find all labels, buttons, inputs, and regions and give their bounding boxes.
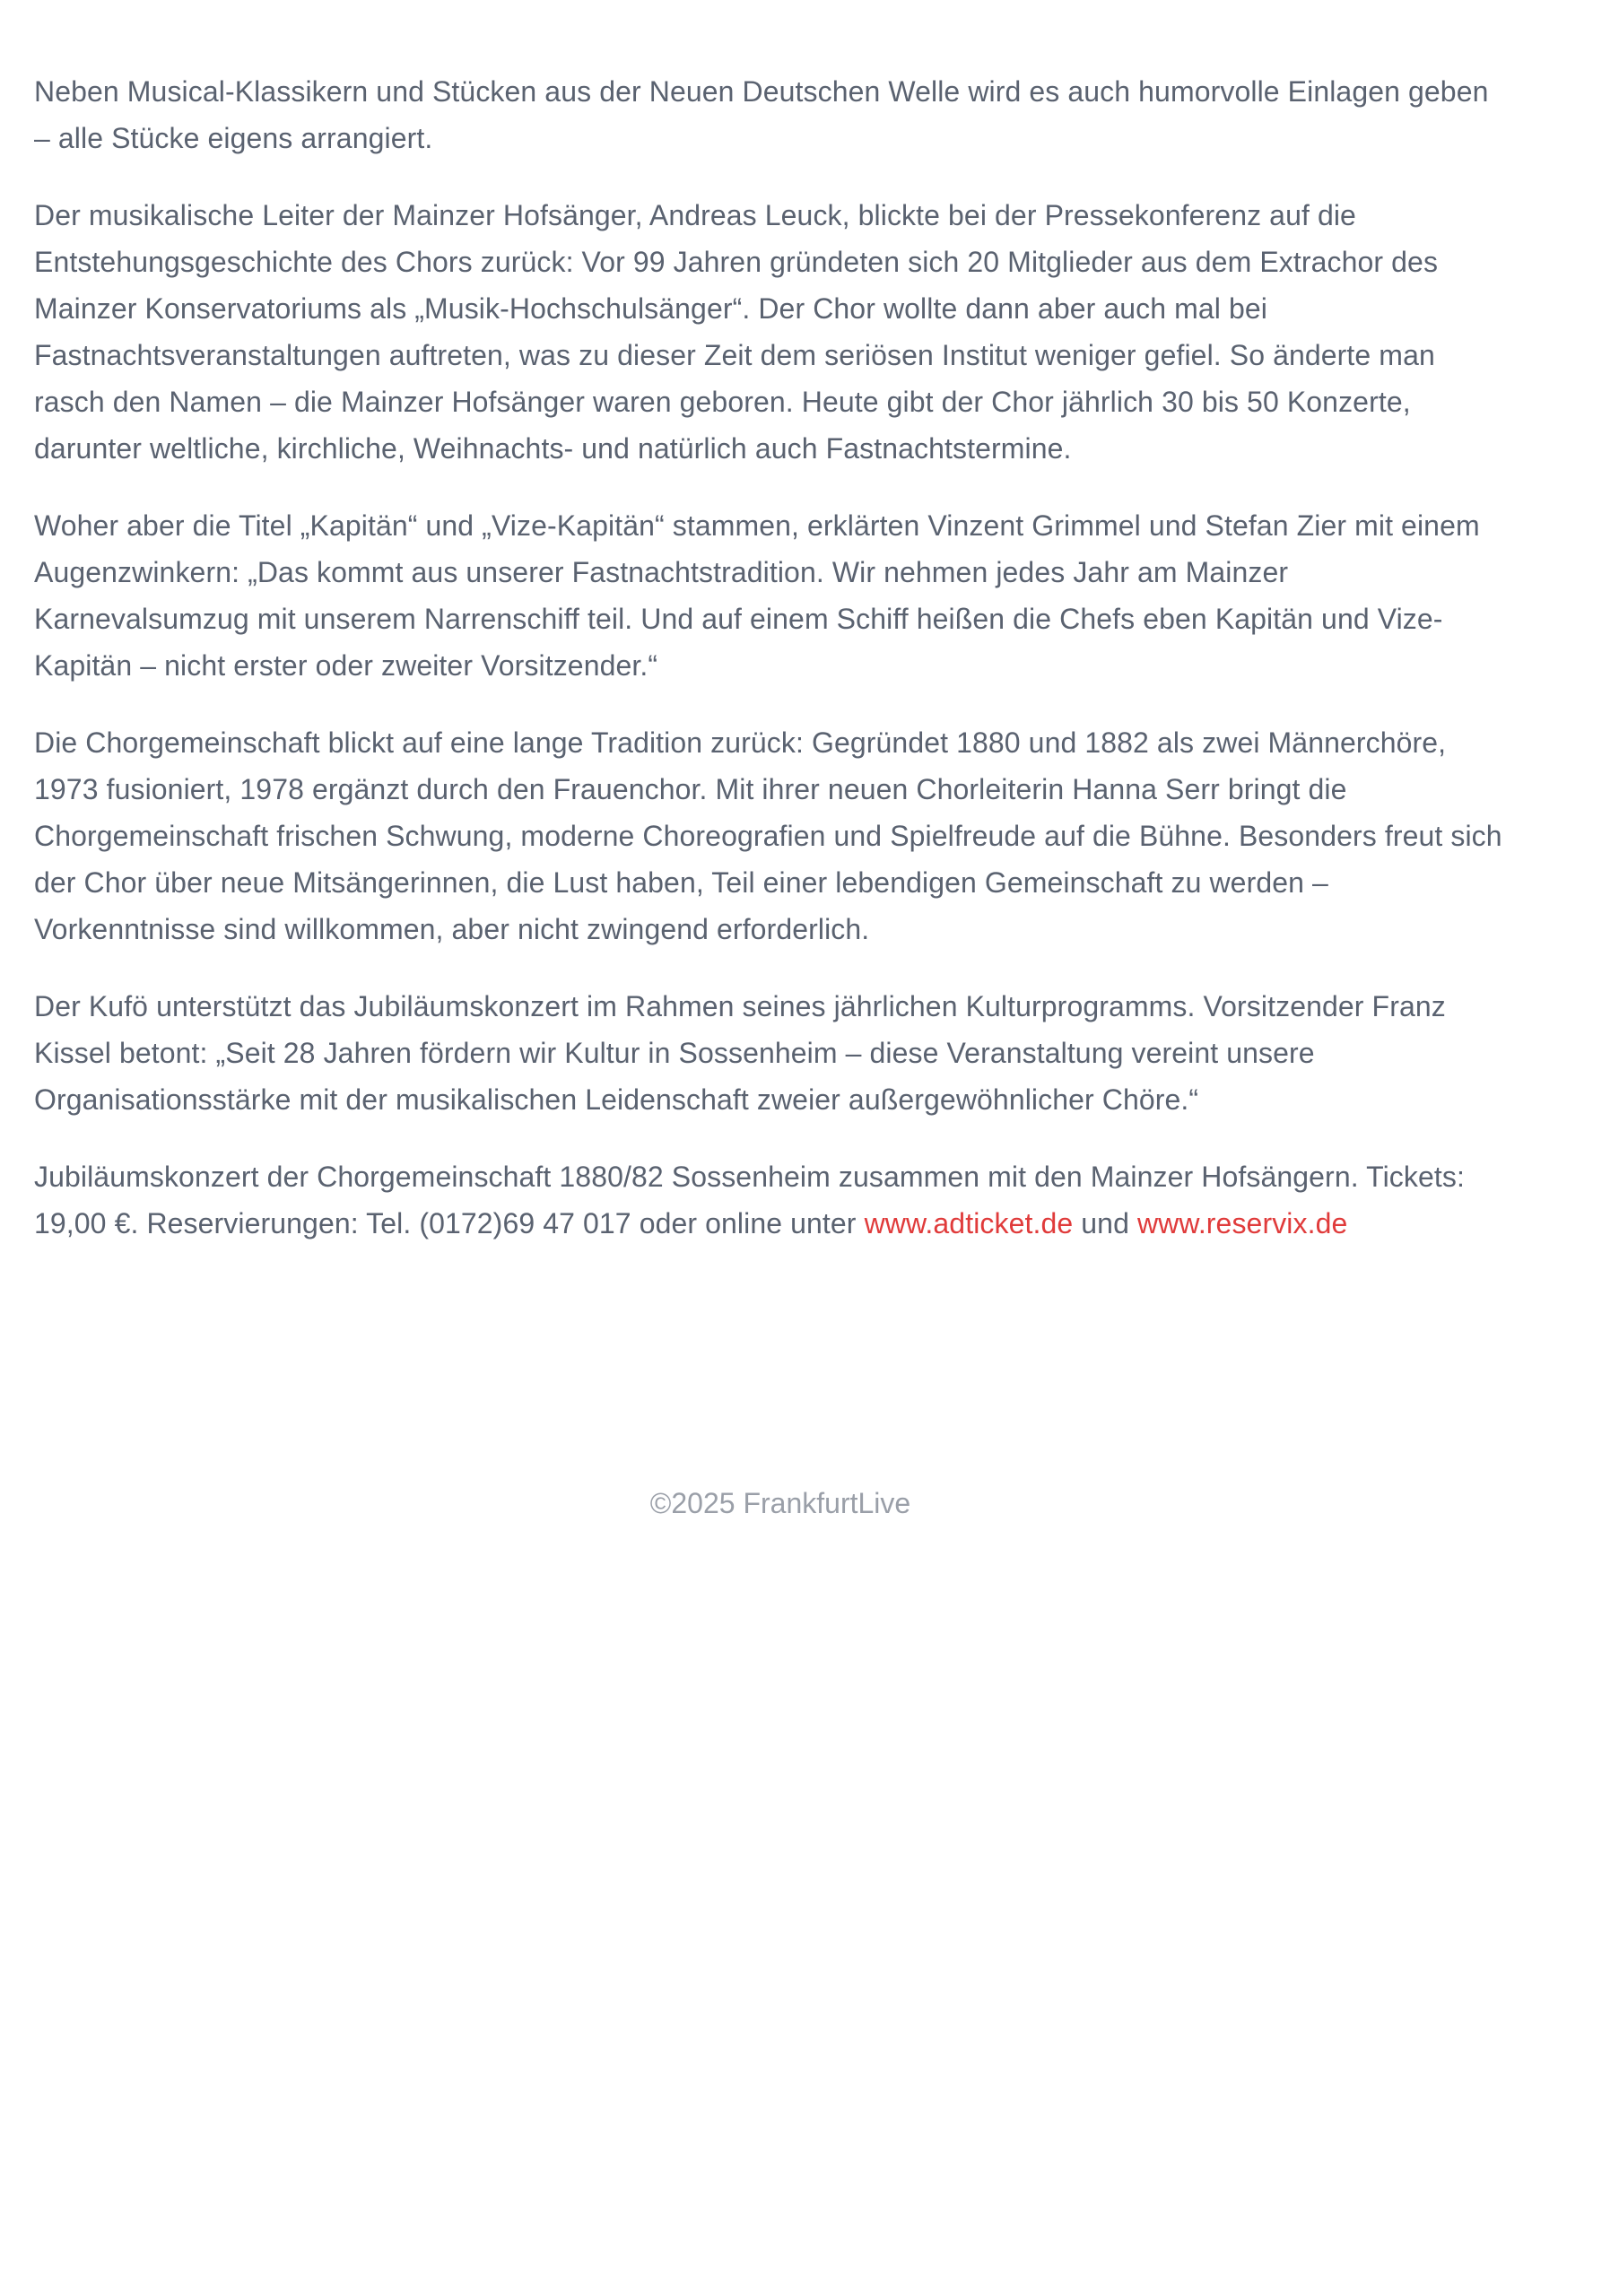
tickets-text: Jubiläumskonzert der Chorgemeinschaft 1880/82 Sossenheim zusammen mit den Mainzer Hofsängern. Tickets: 19,00 €. Reservierungen: Tel. (0172)69 47 017 oder online unter	[34, 1161, 1465, 1239]
copyright-footer: ©2025 FrankfurtLive	[649, 1487, 911, 1519]
paragraph-kufo: Der Kufö unterstützt das Jubiläumskonzert im Rahmen seines jährlichen Kulturprogramms. Vorsitzender Franz Kissel betont: „Seit 28 Jahren fördern wir Kultur in Sossenheim – diese Veranstaltung vereint unsere Organisationsstärke mit der musikalischen Leidenschaft zweier außergewöhnlicher Chöre.“	[34, 990, 1446, 1116]
paragraph-history: Der musikalische Leiter der Mainzer Hofsänger, Andreas Leuck, blickte bei der Pressekonferenz auf die Entstehungsgeschichte des Chors zurück: Vor 99 Jahren gründeten sich 20 Mitglieder aus dem Extrachor des Mainzer Konservatoriums als „Musik-Hochschulsänger“. Der Chor wollte dann aber auch mal bei Fastnachtsveranstaltungen auftreten, was zu dieser Zeit dem seriösen Institut weniger gefiel. So änderte man rasch den Namen – die Mainzer Hofsänger waren geboren. Heute gibt der Chor jährlich 30 bis 50 Konzerte, darunter weltliche, kirchliche, Weihnachts- und natürlich auch Fastnachtstermine.	[34, 199, 1439, 465]
article-body	[34, 68, 1505, 1277]
link-adticket[interactable]: www.adticket.de	[864, 1207, 1074, 1239]
paragraph-tradition: Die Chorgemeinschaft blickt auf eine lange Tradition zurück: Gegründet 1880 und 1882 als zwei Männerchöre, 1973 fusioniert, 1978 ergänzt durch den Frauenchor. Mit ihrer neuen Chorleiterin Hanna Serr bringt die Chorgemeinschaft frischen Schwung, moderne Choreografien und Spielfreude auf die Bühne. Besonders freut sich der Chor über neue Mitsängerinnen, die Lust haben, Teil einer lebendigen Gemeinschaft zu werden – Vorkenntnisse sind willkommen, aber nicht zwingend erforderlich.	[34, 726, 1502, 945]
link-reservix[interactable]: www.reservix.de	[1136, 1207, 1348, 1239]
paragraph-intro: Neben Musical-Klassikern und Stücken aus der Neuen Deutschen Welle wird es auch humorvolle Einlagen geben – alle Stücke eigens arrangiert.	[34, 75, 1489, 154]
paragraph-titles: Woher aber die Titel „Kapitän“ und „Vize-Kapitän“ stammen, erklärten Vinzent Grimmel und Stefan Zier mit einem Augenzwinkern: „Das kommt aus unserer Fastnachtstradition. Wir nehmen jedes Jahr am Mainzer Karnevalsumzug mit unserem Narrenschiff teil. Und auf einem Schiff heißen die Chefs eben Kapitän und Vize-Kapitän – nicht erster oder zweiter Vorsitzender.“	[34, 509, 1480, 682]
conjunction-text: und	[1073, 1207, 1137, 1239]
paragraph-tickets	[34, 1153, 1505, 1247]
